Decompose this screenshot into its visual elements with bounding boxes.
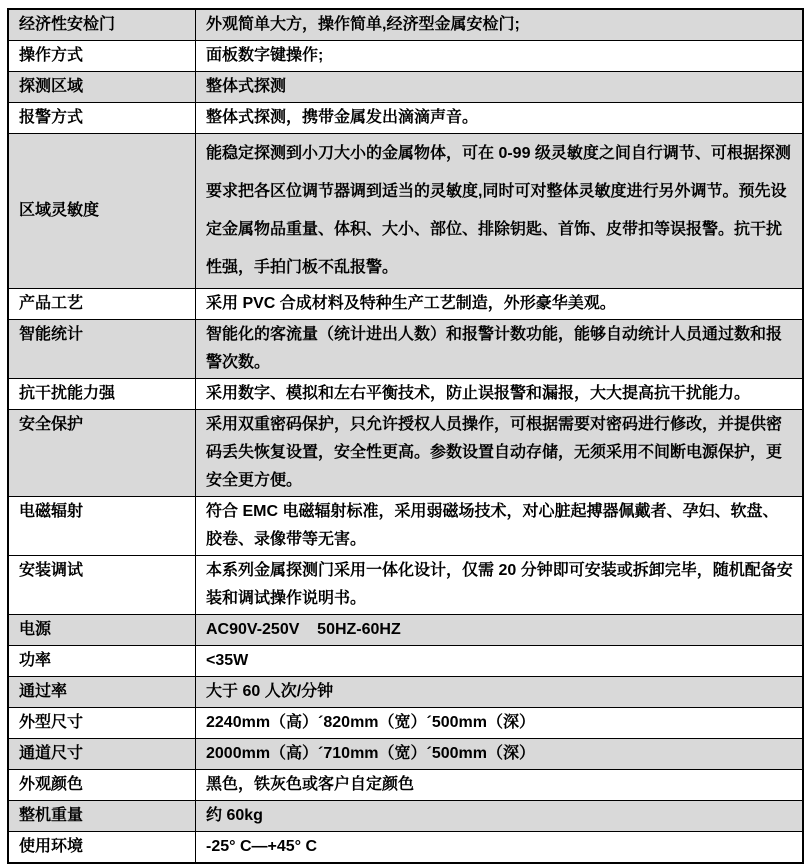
- spec-row: [8, 134, 803, 289]
- spec-label: 使用环境: [8, 832, 196, 864]
- spec-row: [8, 103, 803, 134]
- spec-row: [8, 72, 803, 103]
- spec-row: [8, 289, 803, 320]
- spec-label: 电源: [8, 615, 196, 646]
- spec-value: AC90V-250V 50HZ-60HZ: [196, 615, 804, 646]
- spec-row: [8, 708, 803, 739]
- spec-row: [8, 320, 803, 379]
- spec-value: 2000mm（高）´710mm（宽）´500mm（深）: [196, 739, 804, 770]
- spec-label: 智能统计: [8, 320, 196, 379]
- spec-label: 外观颜色: [8, 770, 196, 801]
- spec-row: [8, 832, 803, 864]
- spec-label: 安装调试: [8, 556, 196, 615]
- spec-label: 经济性安检门: [8, 9, 196, 41]
- spec-label: 操作方式: [8, 41, 196, 72]
- spec-row: [8, 379, 803, 410]
- spec-value: <35W: [196, 646, 804, 677]
- spec-value: 面板数字键操作;: [196, 41, 804, 72]
- spec-value: 黑色，铁灰色或客户自定颜色: [196, 770, 804, 801]
- spec-label: 探测区域: [8, 72, 196, 103]
- spec-table-body: [8, 9, 803, 863]
- spec-value: 本系列金属探测门采用一体化设计，仅需 20 分钟即可安装或拆卸完毕，随机配备安装和调试操作说明书。: [196, 556, 804, 615]
- spec-value: 约 60kg: [196, 801, 804, 832]
- spec-label: 抗干扰能力强: [8, 379, 196, 410]
- spec-label: 报警方式: [8, 103, 196, 134]
- spec-label: 安全保护: [8, 410, 196, 497]
- spec-row: [8, 497, 803, 556]
- spec-value: 整体式探测，携带金属发出滴滴声音。: [196, 103, 804, 134]
- spec-value: 采用 PVC 合成材料及特种生产工艺制造，外形豪华美观。: [196, 289, 804, 320]
- spec-row: [8, 9, 803, 41]
- spec-label: 产品工艺: [8, 289, 196, 320]
- spec-row: [8, 615, 803, 646]
- spec-value: 大于 60 人次/分钟: [196, 677, 804, 708]
- spec-row: [8, 677, 803, 708]
- spec-table: [7, 8, 804, 864]
- spec-label: 外型尺寸: [8, 708, 196, 739]
- spec-row: [8, 801, 803, 832]
- spec-value: 2240mm（高）´820mm（宽）´500mm（深）: [196, 708, 804, 739]
- spec-label: 功率: [8, 646, 196, 677]
- spec-row: [8, 739, 803, 770]
- spec-row: [8, 410, 803, 497]
- spec-value: 能稳定探测到小刀大小的金属物体，可在 0-99 级灵敏度之间自行调节、可根据探测要求把各区位调节器调到适当的灵敏度,同时可对整体灵敏度进行另外调节。预先设定金属物品重量、体积、大小、部位、排除钥匙、首饰、皮带扣等误报警。抗干扰性强，手拍门板不乱报警。: [196, 134, 804, 289]
- spec-row: [8, 556, 803, 615]
- spec-row: [8, 41, 803, 72]
- spec-value: 符合 EMC 电磁辐射标准，采用弱磁场技术，对心脏起搏器佩戴者、孕妇、软盘、胶卷、录像带等无害。: [196, 497, 804, 556]
- spec-value: 智能化的客流量（统计进出人数）和报警计数功能，能够自动统计人员通过数和报警次数。: [196, 320, 804, 379]
- spec-label: 通过率: [8, 677, 196, 708]
- spec-value: -25° C—+45° C: [196, 832, 804, 864]
- spec-label: 通道尺寸: [8, 739, 196, 770]
- spec-value: 采用数字、模拟和左右平衡技术，防止误报警和漏报，大大提高抗干扰能力。: [196, 379, 804, 410]
- spec-label: 区域灵敏度: [8, 134, 196, 289]
- spec-row: [8, 770, 803, 801]
- spec-row: [8, 646, 803, 677]
- spec-value: 外观简单大方，操作简单,经济型金属安检门;: [196, 9, 804, 41]
- spec-label: 整机重量: [8, 801, 196, 832]
- spec-value: 采用双重密码保护，只允许授权人员操作，可根据需要对密码进行修改，并提供密码丢失恢复设置，安全性更高。参数设置自动存储，无须采用不间断电源保护，更安全更方便。: [196, 410, 804, 497]
- spec-value: 整体式探测: [196, 72, 804, 103]
- spec-label: 电磁辐射: [8, 497, 196, 556]
